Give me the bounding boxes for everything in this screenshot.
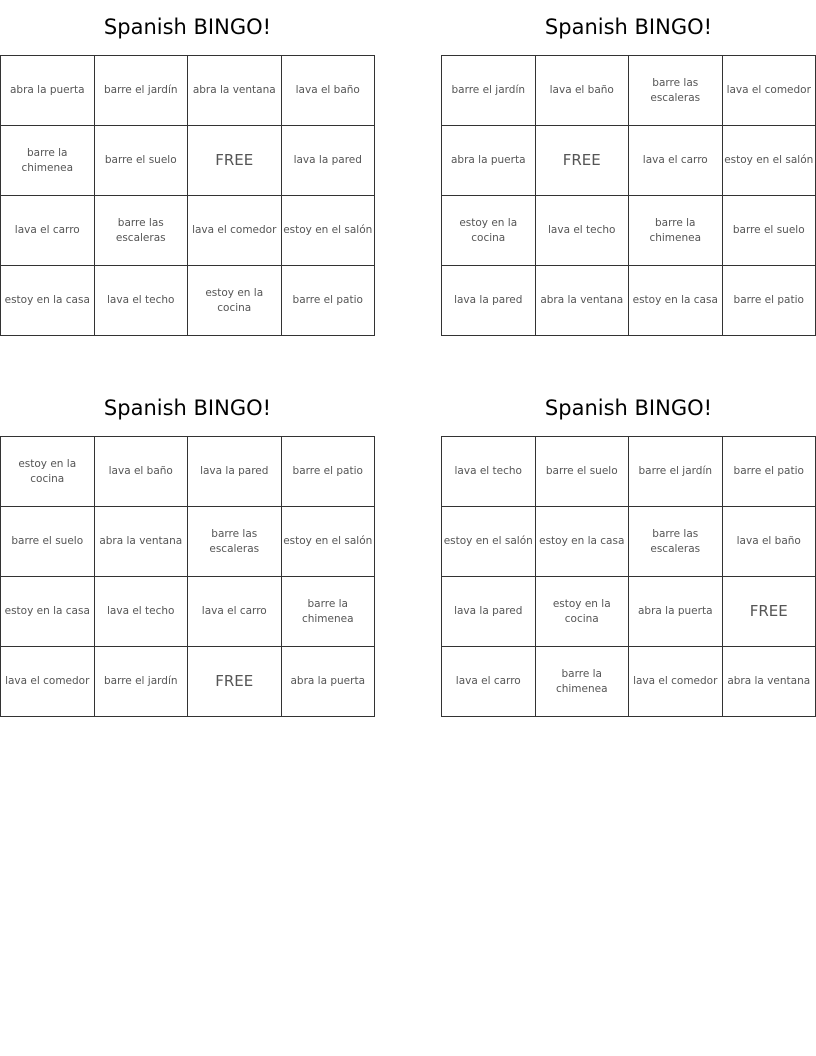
bingo-cell: barre la chimenea [282,577,376,647]
bingo-cell: lava el techo [95,577,189,647]
bingo-grid [0,436,375,717]
free-space-cell: FREE [188,126,282,196]
bingo-cell: estoy en la casa [1,266,95,336]
card-title: Spanish BINGO! [103,15,272,39]
bingo-cell: estoy en la cocina [442,196,536,266]
bingo-cell: barre las escaleras [629,56,723,126]
bingo-cell: lava el comedor [1,647,95,717]
bingo-grid [441,55,816,336]
bingo-cell: abra la puerta [1,56,95,126]
bingo-cell: abra la ventana [95,507,189,577]
bingo-cell: estoy en la casa [1,577,95,647]
bingo-cell: lava el techo [536,196,630,266]
bingo-cell: barre el patio [723,437,816,507]
bingo-cell: barre el patio [282,437,376,507]
bingo-cell: barre el jardín [95,647,189,717]
bingo-cell: abra la ventana [188,56,282,126]
bingo-cell: barre el patio [723,266,816,336]
bingo-cell: barre el jardín [442,56,536,126]
bingo-cell: abra la puerta [629,577,723,647]
bingo-cell: estoy en la casa [629,266,723,336]
bingo-cell: lava el baño [282,56,376,126]
bingo-cell: barre las escaleras [188,507,282,577]
bingo-cell: lava el comedor [188,196,282,266]
bingo-cell: barre las escaleras [629,507,723,577]
bingo-cell: lava el baño [95,437,189,507]
card-title: Spanish BINGO! [103,396,272,420]
bingo-cell: abra la puerta [442,126,536,196]
bingo-cell: barre el suelo [1,507,95,577]
bingo-cell: abra la puerta [282,647,376,717]
bingo-cell: lava el techo [95,266,189,336]
bingo-cell: barre el suelo [536,437,630,507]
bingo-cell: lava el carro [1,196,95,266]
bingo-cell: barre las escaleras [95,196,189,266]
card-title: Spanish BINGO! [544,396,713,420]
bingo-card [441,391,816,717]
bingo-cell: abra la ventana [723,647,816,717]
bingo-cell: lava la pared [442,266,536,336]
bingo-card [0,10,375,336]
bingo-cell: estoy en el salón [723,126,816,196]
bingo-cell: barre el suelo [95,126,189,196]
bingo-cell: barre el suelo [723,196,816,266]
free-space-cell: FREE [536,126,630,196]
card-title: Spanish BINGO! [544,15,713,39]
bingo-cell: lava el baño [723,507,816,577]
bingo-cell: lava el carro [188,577,282,647]
bingo-cell: lava la pared [442,577,536,647]
bingo-cell: lava el comedor [723,56,816,126]
bingo-cell: lava el comedor [629,647,723,717]
bingo-card [441,10,816,336]
bingo-cell: lava el carro [442,647,536,717]
bingo-grid [0,55,375,336]
bingo-cell: barre la chimenea [1,126,95,196]
bingo-cell: lava el baño [536,56,630,126]
bingo-cell: estoy en la casa [536,507,630,577]
bingo-cell: estoy en el salón [442,507,536,577]
bingo-cell: estoy en la cocina [1,437,95,507]
bingo-cell: estoy en el salón [282,507,376,577]
bingo-cell: lava el techo [442,437,536,507]
bingo-cell: estoy en el salón [282,196,376,266]
bingo-cell: lava el carro [629,126,723,196]
bingo-cell: lava la pared [188,437,282,507]
bingo-card [0,391,375,717]
bingo-cell: barre el jardín [95,56,189,126]
bingo-cell: lava la pared [282,126,376,196]
bingo-cell: barre el patio [282,266,376,336]
bingo-grid [441,436,816,717]
free-space-cell: FREE [188,647,282,717]
bingo-cell: estoy en la cocina [188,266,282,336]
bingo-cell: barre el jardín [629,437,723,507]
free-space-cell: FREE [723,577,816,647]
bingo-cell: barre la chimenea [536,647,630,717]
bingo-cell: estoy en la cocina [536,577,630,647]
bingo-cell: barre la chimenea [629,196,723,266]
bingo-cell: abra la ventana [536,266,630,336]
